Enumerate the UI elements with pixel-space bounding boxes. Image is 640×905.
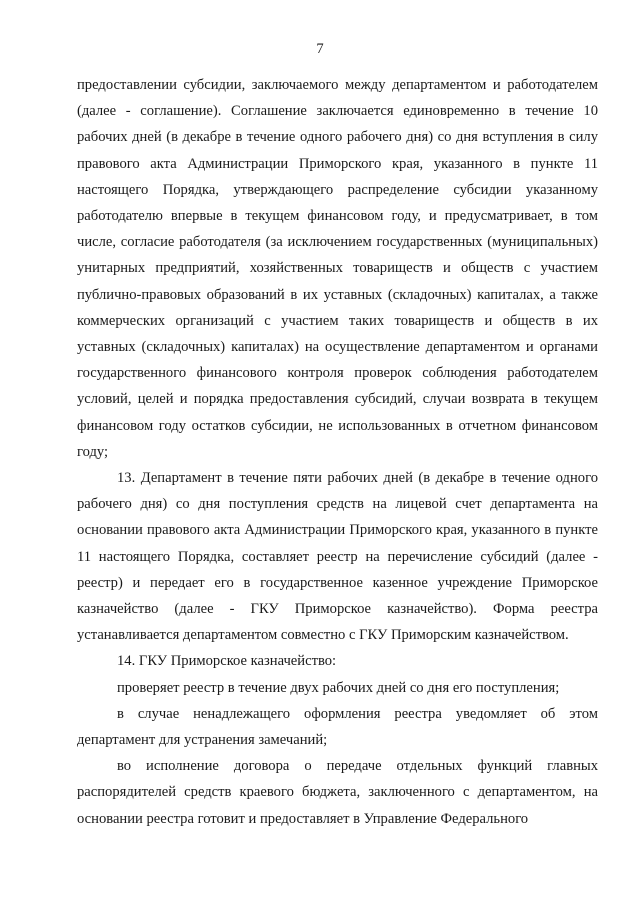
document-body (77, 72, 598, 832)
paragraph-14-check-registry: проверяет реестр в течение двух рабочих дней со дня его поступления; (117, 679, 560, 696)
paragraph-13: 13. Департамент в течение пяти рабочих дней (в декабре в течение одного рабочего дня) со дня поступления средств на лицевой счет департамента на основании правового акта Администрации Приморского края, указанного в пункте 11 настоящего Порядка, составляет реестр на перечисление субсидий (далее - реестр) и передает его в государственное казенное учреждение Приморское казначейство (далее - ГКУ Приморское казначейство). Форма реестра устанавливается департаментом совместно с ГКУ Приморским казначейством. (77, 470, 598, 644)
paragraph-14-contract-execution: во исполнение договора о передаче отдельных функций главных распорядителей средств краевого бюджета, заключенного с департаментом, на основании реестра готовит и предоставляет в Управление Федерального (77, 758, 598, 827)
paragraph-14-heading: 14. ГКУ Приморское казначейство: (117, 653, 337, 670)
paragraph-subsidy-agreement: предоставлении субсидии, заключаемого между департаментом и работодателем (далее - соглашение). Соглашение заключается единовременно в течение 10 рабочих дней (в декабре в течение одного рабочего дня) со дня вступления в силу правового акта Администрации Приморского края, указанного в пункте 11 настоящего Порядка, утверждающего распределение субсидии указанному работодателю впервые в текущем финансовом году, и предусматривает, в том числе, согласие работодателя (за исключением государственных (муниципальных) унитарных предприятий, хозяйственных товариществ и обществ с участием публично-правовых образований в их уставных (складочных) капиталах, а также коммерческих организаций с участием таких товариществ и обществ в их уставных (складочных) капиталах) на осуществление департаментом и органами государственного финансового контроля проверок соблюдения работодателем условий, целей и порядка предоставления субсидий, случаи возврата в текущем финансовом году остатков субсидии, не использованных в отчетном финансовом году; (77, 77, 598, 460)
paragraph-14-improper-registry: в случае ненадлежащего оформления реестра уведомляет об этом департамент для устранения замечаний; (77, 705, 598, 749)
page-number: 7 (316, 41, 324, 57)
